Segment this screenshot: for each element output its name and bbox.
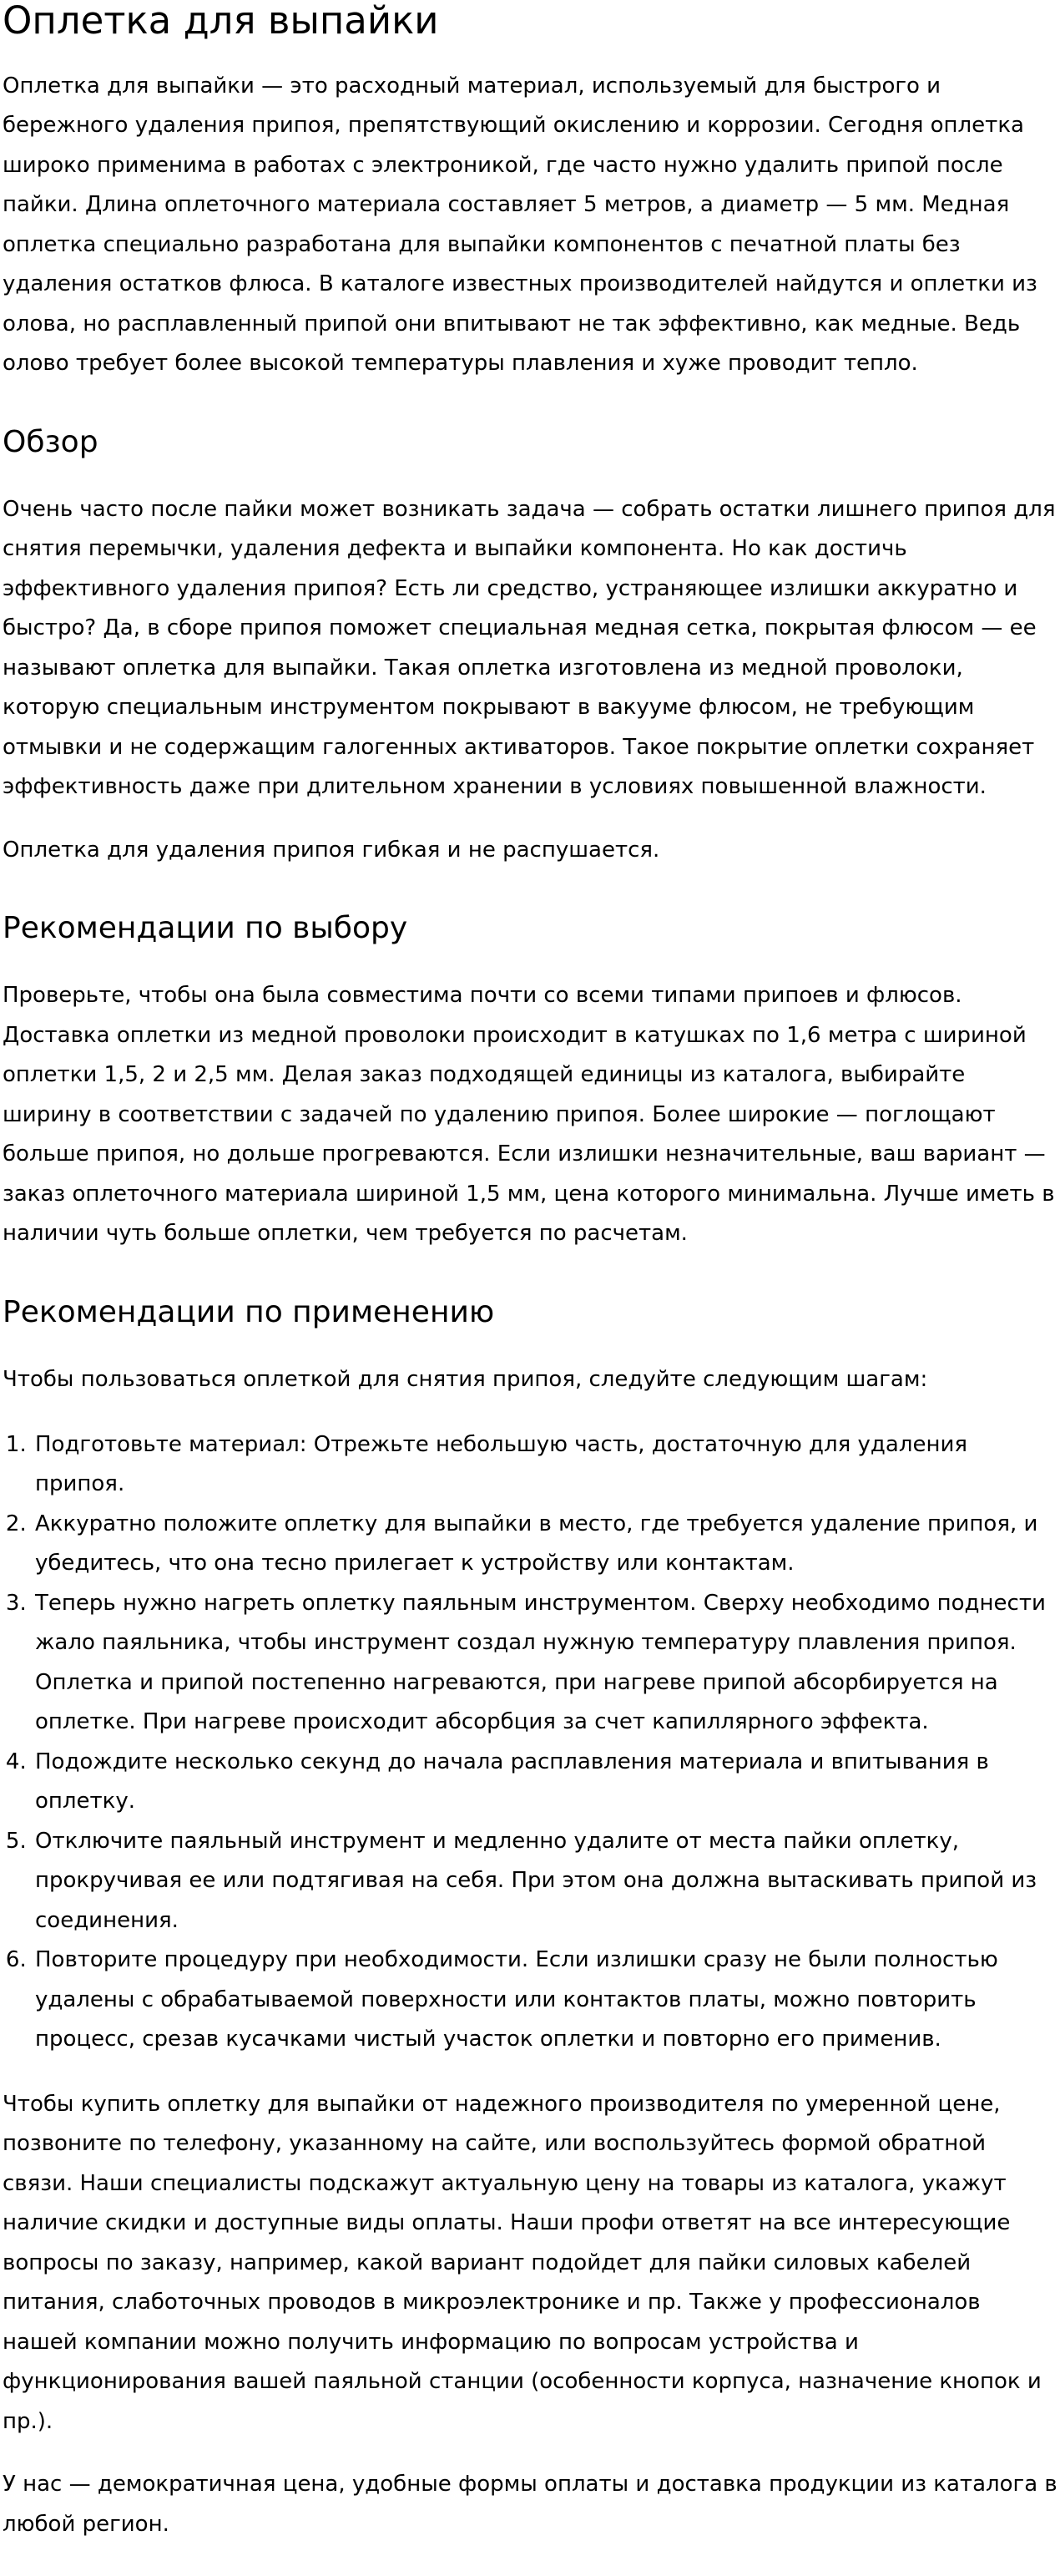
section-heading-overview: Обзор bbox=[3, 424, 98, 459]
usage-step-4: 4. Подождите несколько секунд до начала расплавления материала и впитывания в оплетку. bbox=[33, 1743, 1060, 1822]
section-heading-selection-recommendations: Рекомендации по выбору bbox=[3, 911, 408, 946]
usage-step-1: 1. Подготовьте материал: Отрежьте небольшую часть, достаточную для удаления припоя. bbox=[33, 1425, 1060, 1505]
usage-steps-intro: Чтобы пользоваться оплеткой для снятия припоя, следуйте следующим шагам: bbox=[3, 1367, 928, 1393]
intro-paragraph: Оплетка для выпайки — это расходный материал, используемый для быстрого и бережного удаления припоя, препятствующий окислению и коррозии. Сегодня оплетка широко применима в работах с электроникой, где часто нужно удалить припой после пайки. Длина оплеточного материала составляет 5 метров, а диаметр — 5 мм. Медная оплетка специально разработана для выпайки компонентов с печатной платы без удаления остатков флюса. В каталоге известных производителей найдутся и оплетки из олова, но расплавленный припой они впитывают не так эффективно, как медные. Ведь олово требует более высокой температуры плавления и хуже проводит тепло. bbox=[3, 73, 1037, 376]
page-title: Оплетка для выпайки bbox=[3, 0, 439, 43]
usage-step-3: 3. Теперь нужно нагреть оплетку паяльным инструментом. Сверху необходимо поднести жало паяльника, чтобы инструмент создал нужную температуру плавления припоя. Оплетка и припой постепенно нагреваются, при нагреве припой абсорбируется на оплетке. При нагреве происходит абсорбция за счет капиллярного эффекта. bbox=[33, 1584, 1060, 1743]
usage-step-5: 5. Отключите паяльный инструмент и медленно удалите от места пайки оплетку, прокручивая ее или подтягивая на себя. При этом она должна вытаскивать припой из соединения. bbox=[33, 1822, 1060, 1941]
article bbox=[3, 0, 1060, 2544]
purchase-info-paragraph: Чтобы купить оплетку для выпайки от надежного производителя по умеренной цене, позвоните по телефону, указанному на сайте, или воспользуйтесь формой обратной связи. Наши специалисты подскажут актуальную цену на товары из каталога, укажут наличие скидки и доступные виды оплаты. Наши профи ответят на все интересующие вопросы по заказу, например, какой вариант подойдет для пайки силовых кабелей питания, слаботочных проводов в микроэлектронике и пр. Также у профессионалов нашей компании можно получить информацию по вопросам устройства и функционирования вашей паяльной станции (особенности корпуса, назначение кнопок и пр.). bbox=[3, 2091, 1042, 2434]
section-heading-usage-recommendations: Рекомендации по применению bbox=[3, 1294, 495, 1329]
closing-paragraph: У нас — демократичная цена, удобные формы оплаты и доставка продукции из каталога в любой регион. bbox=[3, 2472, 1057, 2537]
usage-step-2: 2. Аккуратно положите оплетку для выпайки в место, где требуется удаление припоя, и убедитесь, что она тесно прилегает к устройству или контактам. bbox=[33, 1505, 1060, 1584]
overview-note-paragraph: Оплетка для удаления припоя гибкая и не распушается. bbox=[3, 837, 660, 863]
overview-paragraph: Очень часто после пайки может возникать задача — собрать остатки лишнего припоя для снятия перемычки, удаления дефекта и выпайки компонента. Но как достичь эффективного удаления припоя? Есть ли средство, устраняющее излишки аккуратно и быстро? Да, в сборе припоя поможет специальная медная сетка, покрытая флюсом — ее называют оплетка для выпайки. Такая оплетка изготовлена из медной проволоки, которую специальным инструментом покрывают в вакууме флюсом, не требующим отмывки и не содержащим галогенных активаторов. Такое покрытие оплетки сохраняет эффективность даже при длительном хранении в условиях повышенной влажности. bbox=[3, 496, 1056, 800]
usage-steps-list bbox=[3, 1425, 1060, 2060]
usage-step-6: 6. Повторите процедуру при необходимости. Если излишки сразу не были полностью удалены с обрабатываемой поверхности или контактов платы, можно повторить процесс, срезав кусачками чистый участок оплетки и повторно его применив. bbox=[33, 1941, 1060, 2060]
selection-recommendations-paragraph: Проверьте, чтобы она была совместима почти со всеми типами припоев и флюсов. Доставка оплетки из медной проволоки происходит в катушках по 1,6 метра с шириной оплетки 1,5, 2 и 2,5 мм. Делая заказ подходящей единицы из каталога, выбирайте ширину в соответствии с задачей по удалению припоя. Более широкие — поглощают больше припоя, но дольше прогреваются. Если излишки незначительные, ваш вариант — заказ оплеточного материала шириной 1,5 мм, цена которого минимальна. Лучше иметь в наличии чуть больше оплетки, чем требуется по расчетам. bbox=[3, 983, 1055, 1247]
